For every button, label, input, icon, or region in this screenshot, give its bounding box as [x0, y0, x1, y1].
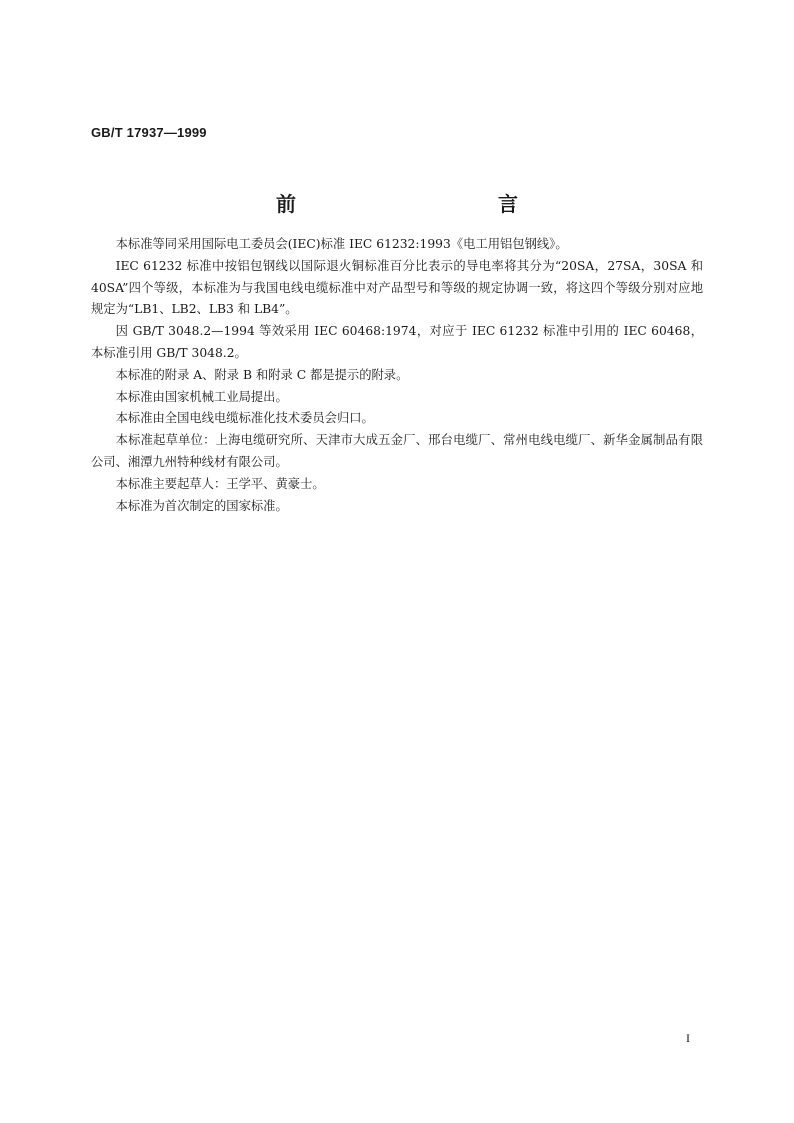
foreword-body [91, 234, 703, 517]
paragraph-drafting-units: 本标准起草单位：上海电缆研究所、天津市大成五金厂、邢台电缆厂、常州电线电缆厂、新华金属制品有限公司、湘潭九州特种线材有限公司。 [91, 433, 703, 469]
paragraph-grades: IEC 61232 标准中按铝包钢线以国际退火铜标准百分比表示的导电率将其分为“20SA，27SA，30SA 和 40SA”四个等级，本标准为与我国电线电缆标准中对产品型号和等级的规定协调一致，将这四个等级分别对应地规定为“LB1、LB2、LB3 和 LB4”。 [91, 258, 703, 317]
paragraph-first-edition: 本标准为首次制定的国家标准。 [115, 498, 288, 513]
paragraph-appendices: 本标准的附录 A、附录 B 和附录 C 都是提示的附录。 [115, 367, 409, 382]
paragraph-drafters: 本标准主要起草人：王学平、黄豪士。 [115, 476, 325, 491]
standard-code: GB/T 17937—1999 [91, 125, 207, 140]
page-number: I [686, 1031, 690, 1045]
paragraph-reference: 因 GB/T 3048.2—1994 等效采用 IEC 60468:1974，对应于 IEC 61232 标准中引用的 IEC 60468，本标准引用 GB/T 3048.2。 [91, 324, 703, 360]
paragraph-adoption: 本标准等同采用国际电工委员会(IEC)标准 IEC 61232:1993《电工用铝包钢线》。 [115, 237, 568, 251]
paragraph-proposer: 本标准由国家机械工业局提出。 [115, 389, 288, 404]
page-title: 前 言 [276, 192, 572, 216]
paragraph-committee: 本标准由全国电线电缆标准化技术委员会归口。 [115, 411, 374, 426]
